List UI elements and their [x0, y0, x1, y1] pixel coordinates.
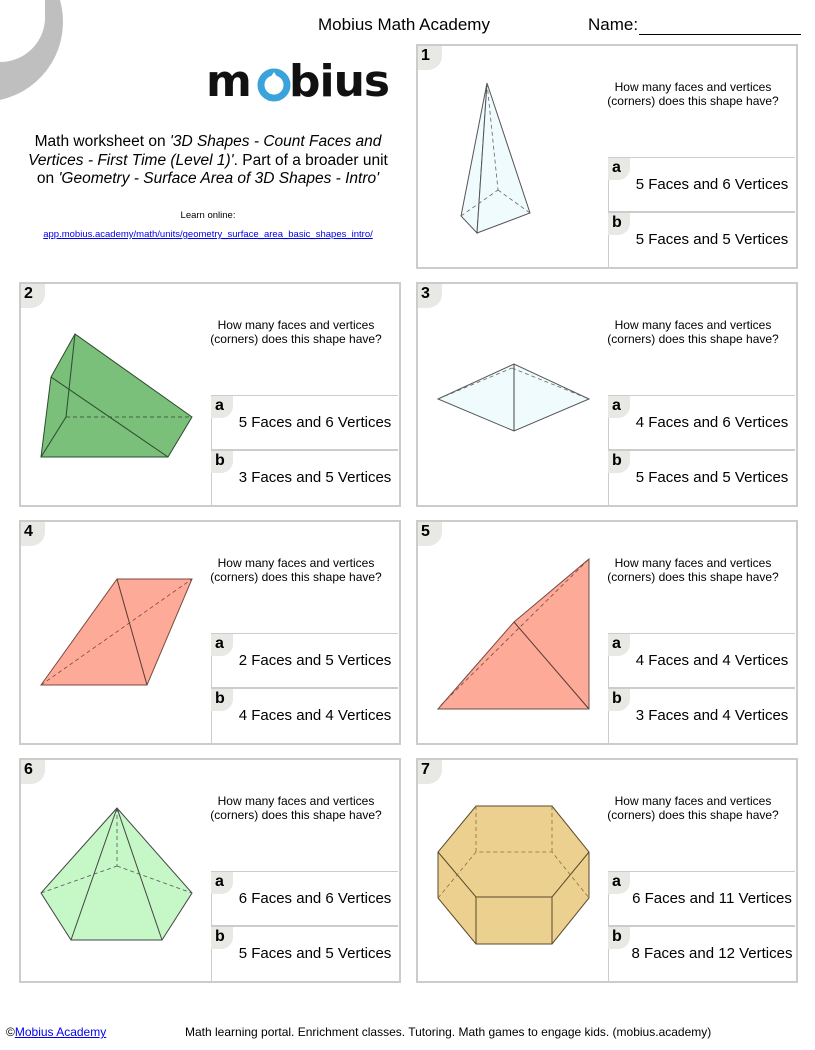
answer-letter: b [211, 927, 233, 949]
problem-1 [416, 44, 798, 269]
question-text: How many faces and vertices (corners) does this shape have? [210, 556, 382, 584]
answer-letter: a [608, 872, 630, 894]
question-text: How many faces and vertices (corners) does this shape have? [607, 794, 779, 822]
svg-text:bius: bius [289, 58, 390, 104]
answer-option-a[interactable] [211, 633, 398, 688]
flat-square-pyramid-shape [418, 284, 608, 505]
problem-number: 3 [418, 284, 442, 308]
answer-text: 4 Faces and 4 Vertices [238, 707, 392, 724]
answer-option-a[interactable] [608, 395, 795, 450]
copyright: ©Mobius Academy [6, 1025, 107, 1039]
answer-letter: b [211, 689, 233, 711]
answer-option-a[interactable] [608, 871, 795, 926]
answer-text: 5 Faces and 5 Vertices [635, 231, 789, 248]
answer-option-b[interactable] [608, 926, 795, 982]
answer-option-b[interactable] [211, 688, 398, 744]
answer-letter: a [211, 634, 233, 656]
answer-letter: b [608, 689, 630, 711]
answer-option-b[interactable] [608, 688, 795, 744]
answer-text: 8 Faces and 12 Vertices [631, 945, 793, 962]
worksheet-description: Math worksheet on '3D Shapes - Count Faces and Vertices - First Time (Level 1)'. Part of a broader unit on 'Geometry - Surface Area of 3D Shapes - Intro' [28, 133, 388, 187]
answer-text: 6 Faces and 11 Vertices [632, 890, 792, 907]
tetrahedron-shape [418, 522, 608, 743]
question-text: How many faces and vertices (corners) does this shape have? [607, 318, 779, 346]
problem-number: 6 [21, 760, 45, 784]
problem-5 [416, 520, 798, 745]
answer-text: 4 Faces and 6 Vertices [635, 414, 789, 431]
name-field[interactable] [588, 15, 801, 35]
triangular-prism-shape [21, 284, 211, 505]
name-blank-line[interactable] [639, 17, 801, 35]
problem-number: 4 [21, 522, 45, 546]
answer-letter: a [608, 396, 630, 418]
mobius-academy-link[interactable]: Mobius Academy [14, 1025, 107, 1039]
problem-number: 5 [418, 522, 442, 546]
answer-text: 5 Faces and 5 Vertices [238, 945, 392, 962]
answer-option-b[interactable] [608, 450, 795, 506]
question-text: How many faces and vertices (corners) does this shape have? [210, 794, 382, 822]
hexagonal-prism-shape [418, 760, 608, 981]
problem-number: 2 [21, 284, 45, 308]
question-text: How many faces and vertices (corners) does this shape have? [210, 318, 382, 346]
name-label: Name: [588, 15, 639, 34]
answer-text: 5 Faces and 6 Vertices [238, 414, 392, 431]
answer-letter: a [211, 396, 233, 418]
page-title: Mobius Math Academy [318, 15, 490, 34]
problem-number: 7 [418, 760, 442, 784]
answer-option-a[interactable] [608, 157, 795, 212]
answer-text: 4 Faces and 4 Vertices [635, 652, 789, 669]
footer-tagline: Math learning portal. Enrichment classes. Tutoring. Math games to engage kids. (mobius.academy) [185, 1025, 712, 1039]
problem-4 [19, 520, 401, 745]
answer-option-b[interactable] [211, 926, 398, 982]
corner-decoration [0, 0, 100, 100]
problem-2 [19, 282, 401, 507]
answer-text: 3 Faces and 4 Vertices [635, 707, 789, 724]
answer-letter: a [211, 872, 233, 894]
mobius-logo [206, 58, 398, 104]
answer-letter: a [608, 634, 630, 656]
problem-7 [416, 758, 798, 983]
answer-text: 5 Faces and 5 Vertices [635, 469, 789, 486]
answer-option-a[interactable] [211, 395, 398, 450]
answer-text: 2 Faces and 5 Vertices [238, 652, 392, 669]
answer-text: 3 Faces and 5 Vertices [238, 469, 392, 486]
square-pyramid-shape [418, 46, 608, 267]
answer-text: 5 Faces and 6 Vertices [635, 176, 789, 193]
answer-option-a[interactable] [211, 871, 398, 926]
answer-option-a[interactable] [608, 633, 795, 688]
answer-letter: a [608, 158, 630, 180]
answer-option-b[interactable] [608, 212, 795, 268]
answer-letter: b [608, 213, 630, 235]
answer-letter: b [211, 451, 233, 473]
answer-letter: b [608, 451, 630, 473]
answer-option-b[interactable] [211, 450, 398, 506]
answer-text: 6 Faces and 6 Vertices [238, 890, 392, 907]
problem-number: 1 [418, 46, 442, 70]
question-text: How many faces and vertices (corners) does this shape have? [607, 556, 779, 584]
problem-6 [19, 758, 401, 983]
tetrahedron-shape [21, 522, 211, 743]
learn-online-label: Learn online: [180, 210, 236, 221]
question-text: How many faces and vertices (corners) does this shape have? [607, 80, 779, 108]
svg-text:m: m [206, 58, 251, 104]
answer-letter: b [608, 927, 630, 949]
pentagonal-pyramid-shape [21, 760, 211, 981]
learn-online-link[interactable]: app.mobius.academy/math/units/geometry_surface_area_basic_shapes_intro/ [43, 229, 373, 240]
problem-3 [416, 282, 798, 507]
